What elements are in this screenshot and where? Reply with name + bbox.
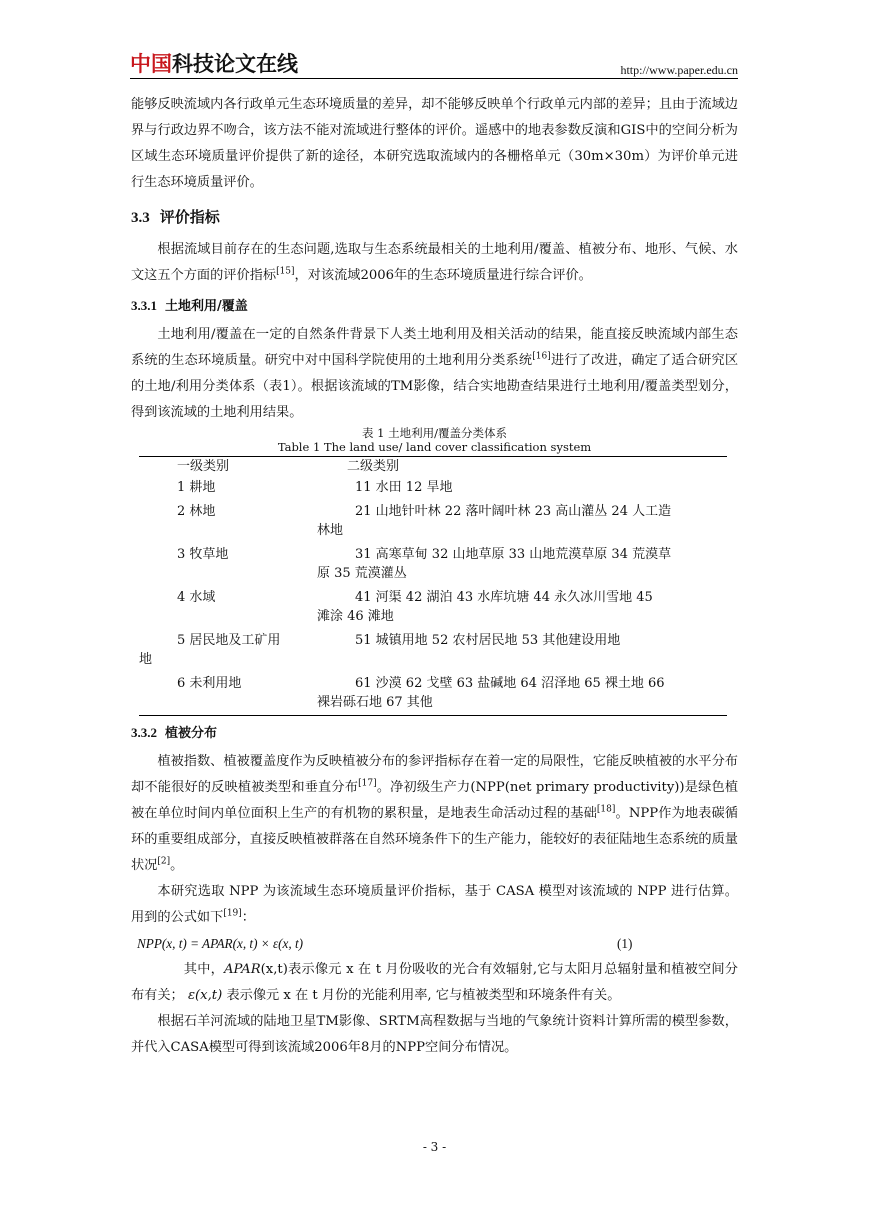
formula-1 xyxy=(131,931,738,957)
table-row xyxy=(139,672,727,716)
subsection-number: 3.3.1 xyxy=(131,298,157,313)
table-cell xyxy=(139,629,347,672)
variable: ε(x,t) xyxy=(187,988,223,1003)
subcategory-text: 51 城镇用地 52 农村居民地 53 其他建设用地 xyxy=(355,633,621,648)
table-row xyxy=(139,629,727,672)
table-header-row xyxy=(139,457,727,477)
table-caption-zh: 表 1 土地利用/覆盖分类体系 xyxy=(361,426,507,440)
subcategory-text-wrap: 滩涂 46 滩地 xyxy=(317,609,394,624)
category-label-wrap: 地 xyxy=(139,652,153,667)
table-caption-en: Table 1 The land use/ land cover classification system xyxy=(277,440,592,454)
text-run: 根据流域目前存在的生态问题,选取与生态系统最相关的土地利用/覆盖、植被分布、地形、气候、水文这五个方面的评价指标 xyxy=(131,242,738,283)
category-label: 6 未利用地 xyxy=(177,676,242,691)
subsection-title: 植被分布 xyxy=(165,726,218,741)
category-label: 2 林地 xyxy=(177,504,216,519)
subcategory-text: 61 沙漠 62 戈壁 63 盐碱地 64 沼泽地 65 裸土地 66 xyxy=(355,676,665,691)
section-3-3-2-paragraph-2 xyxy=(131,879,738,931)
text-run: 土地利用/覆盖在一定的自然条件背景下人类土地利用及相关活动的结果，能直接反映流域内部生态系统的生态环境质量。研究中对中国科学院使用的土地利用分类系统 xyxy=(131,327,738,368)
table-cell xyxy=(347,629,727,672)
table-header-cell: 二级类别 xyxy=(347,457,727,477)
table-cell xyxy=(139,500,347,543)
section-3-3-2-paragraph-3 xyxy=(131,957,738,1009)
section-3-3-1-paragraph xyxy=(131,322,738,426)
subcategory-text: 21 山地针叶林 22 落叶阔叶林 23 高山灌丛 24 人工造 xyxy=(355,504,672,519)
table-cell xyxy=(139,672,347,716)
text-run: ： xyxy=(241,910,255,925)
subcategory-text: 31 高寒草甸 32 山地草原 33 山地荒漠草原 34 荒漠草 xyxy=(355,547,672,562)
citation: [19] xyxy=(223,908,242,919)
logo-black-text: 科技论文在线 xyxy=(172,52,298,76)
table-cell xyxy=(347,476,727,500)
text-run: 。 xyxy=(170,858,184,873)
category-label: 1 耕地 xyxy=(177,480,216,495)
formula-number: (1) xyxy=(617,936,633,951)
citation: [15] xyxy=(276,266,295,277)
header-rule xyxy=(130,78,738,79)
table-row xyxy=(139,586,727,629)
citation: [2] xyxy=(157,856,171,867)
citation: [18] xyxy=(596,804,616,815)
subcategory-text: 41 河渠 42 湖泊 43 水库坑塘 44 永久冰川雪地 45 xyxy=(355,590,653,605)
citation: [16] xyxy=(532,351,551,362)
formula-expression: NPP(x, t) = APAR(x, t) × ε(x, t) xyxy=(137,936,304,951)
page-number: - 3 - xyxy=(422,1140,447,1154)
page-content xyxy=(131,92,738,1061)
section-heading-3-3-2 xyxy=(131,716,738,749)
section-number: 3.3 xyxy=(131,210,150,226)
logo-red-text: 中国 xyxy=(130,52,172,76)
section-title: 评价指标 xyxy=(159,208,220,226)
table-cell xyxy=(317,586,727,629)
page-header xyxy=(130,52,738,78)
citation: [17] xyxy=(358,778,377,789)
subcategory-block xyxy=(317,588,717,626)
text-run: 本研究选取 NPP 为该流域生态环境质量评价指标，基于 CASA 模型对该流域的 NPP 进行估算。用到的公式如下 xyxy=(131,884,738,925)
section-heading-3-3 xyxy=(131,196,738,237)
text-run: 其中， xyxy=(183,962,224,977)
subcategory-text: 11 水田 12 旱地 xyxy=(355,480,453,495)
journal-logo xyxy=(130,52,298,76)
category-label: 3 牧草地 xyxy=(177,547,229,562)
text-run: 。NPP作为地表碳循环的重要组成部分，直接反映植被群落在自然环境条件下的生产能力，能较好的表征陆地生态系统的质量状况 xyxy=(131,806,738,873)
table-cell xyxy=(139,586,347,629)
table-row xyxy=(139,543,727,586)
text-run: 植被指数、植被覆盖度作为反映植被分布的参评指标存在着一定的局限性，它能反映植被的水平分布却不能很好的反映植被类型和垂直分布 xyxy=(131,754,738,795)
subcategory-text-wrap: 林地 xyxy=(317,523,344,538)
subcategory-block xyxy=(317,545,717,583)
category-label: 4 水域 xyxy=(177,590,216,605)
intro-paragraph: 能够反映流域内各行政单元生态环境质量的差异，却不能够反映单个行政单元内部的差异；且由于流域边界与行政边界不吻合，该方法不能对流域进行整体的评价。遥感中的地表参数反演和GIS中的空间分析为区域生态环境质量评价提供了新的途径，本研究选取流域内的各栅格单元（30m×30m）为评价单元进行生态环境质量评价。 xyxy=(131,97,738,190)
variable: APAR xyxy=(224,962,261,977)
text-run: 进行了改进，确定了适合研究区的土地/利用分类体系（表1）。根据该流域的TM影像，结合实地勘查结果进行土地利用/覆盖类型划分，得到该流域的土地利用结果。 xyxy=(131,353,739,420)
section-3-3-2-paragraph-4: 根据石羊河流域的陆地卫星TM影像、SRTM高程数据与当地的气象统计资料计算所需的模型参数，并代入CASA模型可得到该流域2006年8月的NPP空间分布情况。 xyxy=(131,1014,738,1055)
table-cell xyxy=(139,476,347,500)
subsection-number: 3.3.2 xyxy=(131,725,157,740)
table-cell xyxy=(317,543,727,586)
table-row xyxy=(139,500,727,543)
category-label: 5 居民地及工矿用 xyxy=(177,633,281,648)
section-heading-3-3-1 xyxy=(131,289,738,322)
table-cell xyxy=(317,672,727,716)
section-3-3-paragraph xyxy=(131,237,738,289)
section-3-3-2-paragraph-1 xyxy=(131,749,738,879)
text-run: 表示像元 x 在 t 月份的光能利用率, 它与植被类型和环境条件有关。 xyxy=(222,988,621,1003)
subcategory-text-wrap: 原 35 荒漠灌丛 xyxy=(317,566,407,581)
subcategory-block xyxy=(317,674,717,712)
text-run: (x,t)表示像元 x 在 t 月份吸收的光合有效辐射,它与太阳月总辐射量和植被空间分布有关； xyxy=(131,962,738,1003)
subcategory-text-wrap: 裸岩砾石地 67 其他 xyxy=(317,695,433,710)
subcategory-block xyxy=(317,502,717,540)
text-run: ，对该流域2006年的生态环境质量进行综合评价。 xyxy=(294,268,592,283)
land-use-table xyxy=(139,456,727,716)
table-cell xyxy=(139,543,347,586)
text-run: 。净初级生产力(NPP(net primary productivity))是绿色植被在单位时间内单位面积上生产的有机物的累积量，是地表生命活动过程的基础 xyxy=(131,780,739,821)
table-row xyxy=(139,476,727,500)
table-cell xyxy=(317,500,727,543)
table-header-cell: 一级类别 xyxy=(139,457,347,477)
header-url: http://www.paper.edu.cn xyxy=(620,63,738,77)
subsection-title: 土地利用/覆盖 xyxy=(165,299,248,314)
